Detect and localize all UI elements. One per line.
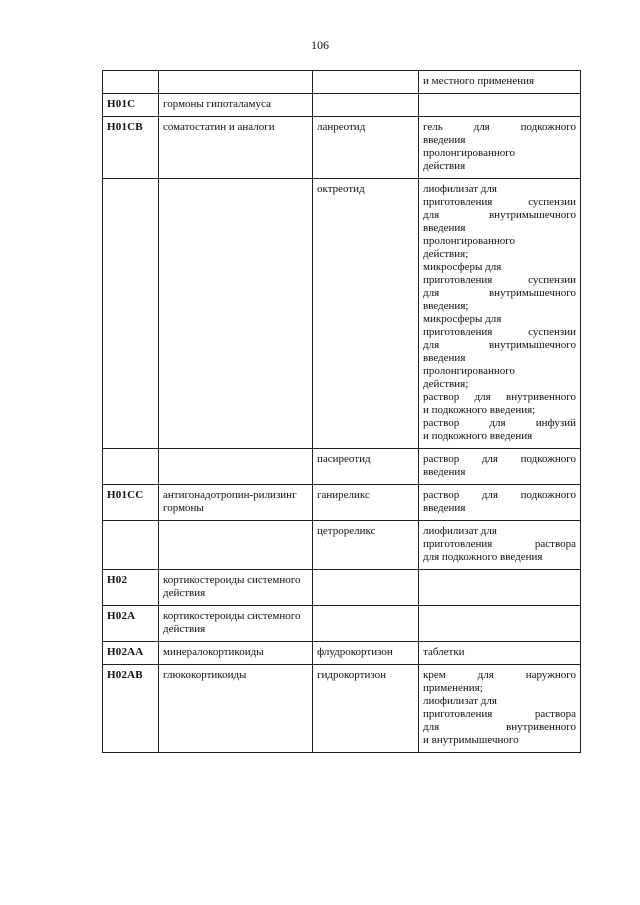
table-row <box>103 642 581 665</box>
cell-form <box>419 665 581 753</box>
table-row <box>103 117 581 179</box>
table-body <box>103 71 581 753</box>
form-line: пролонгированного <box>423 147 515 159</box>
cell-drug: флудрокортизон <box>313 642 419 665</box>
cell-group <box>159 71 313 94</box>
cell-form <box>419 117 581 179</box>
cell-form <box>419 606 581 642</box>
cell-group: кортикостероиды системного действия <box>159 606 313 642</box>
form-line: раствор для подкожного <box>423 489 576 501</box>
cell-code: H02AA <box>103 642 159 665</box>
table-row <box>103 94 581 117</box>
form-line: лиофилизат для <box>423 525 497 537</box>
cell-form <box>419 71 581 94</box>
cell-group <box>159 449 313 485</box>
cell-group: минералокортикоиды <box>159 642 313 665</box>
table-row <box>103 179 581 449</box>
cell-group <box>159 179 313 449</box>
cell-drug: ланреотид <box>313 117 419 179</box>
table-row <box>103 521 581 570</box>
cell-group: гормоны гипоталамуса <box>159 94 313 117</box>
form-line: введения <box>423 502 466 514</box>
form-line: и внутримышечного <box>423 734 519 746</box>
form-line: для подкожного введения <box>423 551 543 563</box>
form-line: действия; <box>423 248 469 260</box>
cell-form <box>419 179 581 449</box>
form-line: действия <box>423 160 466 172</box>
form-line: раствор для внутривенного <box>423 391 576 403</box>
form-line: приготовления раствора <box>423 708 576 720</box>
form-line: и подкожного введения <box>423 430 533 442</box>
form-line: и местного применения <box>423 75 535 87</box>
cell-code <box>103 71 159 94</box>
form-line: таблетки <box>423 646 465 658</box>
cell-drug: цетрореликс <box>313 521 419 570</box>
table-row <box>103 570 581 606</box>
cell-code: H02A <box>103 606 159 642</box>
cell-form <box>419 642 581 665</box>
cell-drug <box>313 94 419 117</box>
cell-drug: ганиреликс <box>313 485 419 521</box>
form-line: введения <box>423 222 466 234</box>
cell-code: H01CB <box>103 117 159 179</box>
cell-code <box>103 179 159 449</box>
cell-group: антигонадотропин-рилизинг гормоны <box>159 485 313 521</box>
form-line: пролонгированного <box>423 365 515 377</box>
cell-drug <box>313 71 419 94</box>
form-line: приготовления раствора <box>423 538 576 550</box>
table-row <box>103 71 581 94</box>
table-row <box>103 606 581 642</box>
form-line: приготовления суспензии <box>423 326 576 338</box>
cell-group <box>159 521 313 570</box>
cell-code: H01C <box>103 94 159 117</box>
form-line: приготовления суспензии <box>423 196 576 208</box>
form-line: для внутримышечного <box>423 339 576 351</box>
cell-form <box>419 570 581 606</box>
form-line: пролонгированного <box>423 235 515 247</box>
cell-code: H02 <box>103 570 159 606</box>
cell-group: глюкокортикоиды <box>159 665 313 753</box>
cell-form <box>419 485 581 521</box>
cell-code <box>103 521 159 570</box>
form-line: введения; <box>423 300 469 312</box>
cell-code: H02AB <box>103 665 159 753</box>
table-row <box>103 665 581 753</box>
form-line: применения; <box>423 682 483 694</box>
cell-code <box>103 449 159 485</box>
cell-code: H01CC <box>103 485 159 521</box>
cell-form <box>419 449 581 485</box>
form-line: крем для наружного <box>423 669 576 681</box>
form-line: и подкожного введения; <box>423 404 536 416</box>
form-line: гель для подкожного <box>423 121 576 133</box>
form-line: для внутривенного <box>423 721 576 733</box>
form-line: для внутримышечного <box>423 287 576 299</box>
cell-group: соматостатин и аналоги <box>159 117 313 179</box>
form-line: приготовления суспензии <box>423 274 576 286</box>
cell-group: кортикостероиды системного действия <box>159 570 313 606</box>
table-row <box>103 449 581 485</box>
form-line: введения <box>423 134 466 146</box>
table-row <box>103 485 581 521</box>
form-line: действия; <box>423 378 469 390</box>
form-line: лиофилизат для <box>423 695 497 707</box>
form-line: микросферы для <box>423 261 502 273</box>
page-number: 106 <box>311 38 329 52</box>
form-line: введения <box>423 466 466 478</box>
cell-form <box>419 94 581 117</box>
form-line: введения <box>423 352 466 364</box>
cell-drug <box>313 606 419 642</box>
form-line: раствор для инфузий <box>423 417 576 429</box>
form-line: раствор для подкожного <box>423 453 576 465</box>
form-line: для внутримышечного <box>423 209 576 221</box>
cell-drug <box>313 570 419 606</box>
cell-drug: октреотид <box>313 179 419 449</box>
form-line: лиофилизат для <box>423 183 497 195</box>
cell-form <box>419 521 581 570</box>
drug-table <box>102 70 581 753</box>
cell-drug: гидрокортизон <box>313 665 419 753</box>
cell-drug: пасиреотид <box>313 449 419 485</box>
form-line: микросферы для <box>423 313 502 325</box>
